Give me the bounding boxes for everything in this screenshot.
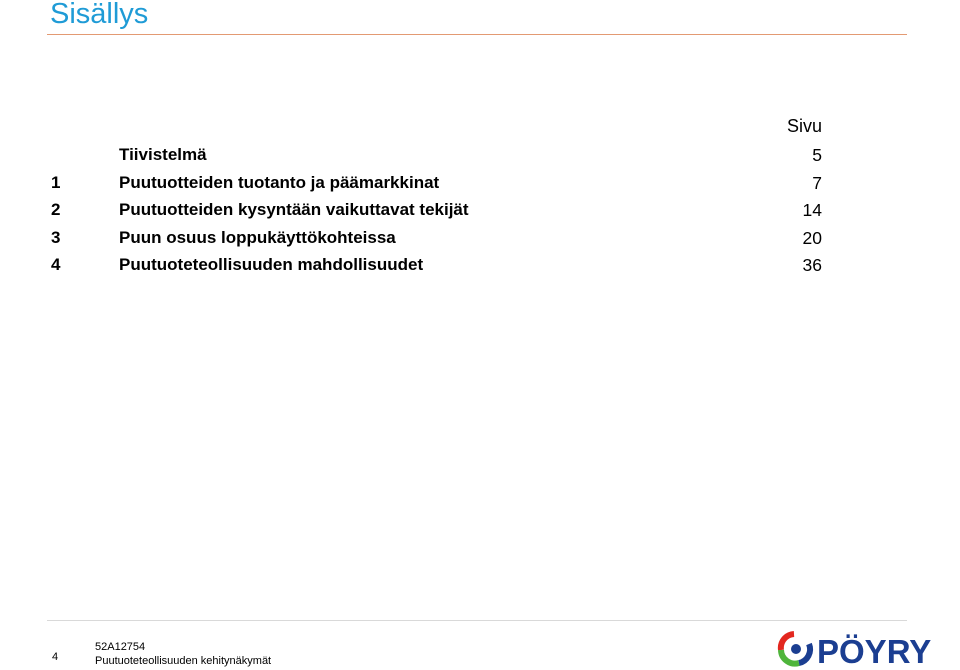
footer-divider bbox=[47, 620, 907, 621]
footer-document-info bbox=[95, 640, 271, 668]
toc-entry-label: Puutuotteiden kysyntään vaikuttavat tekijät bbox=[119, 200, 469, 219]
toc-entry[interactable] bbox=[0, 198, 960, 226]
page-title: Sisällys bbox=[50, 0, 149, 30]
poyry-logo-text: PÖYRY bbox=[817, 633, 932, 668]
page-column-header: Sivu bbox=[786, 116, 822, 136]
footer-page-number: 4 bbox=[52, 651, 59, 663]
toc-entry-number: 3 bbox=[51, 227, 61, 247]
toc-entry-page: 7 bbox=[812, 172, 822, 193]
toc-entry-number: 1 bbox=[51, 172, 61, 192]
toc-entry-label: Puutuoteteollisuuden mahdollisuudet bbox=[119, 255, 424, 274]
toc-entry-label: Puun osuus loppukäyttökohteissa bbox=[119, 227, 396, 247]
toc-entry-page: 20 bbox=[802, 227, 822, 248]
table-of-contents bbox=[0, 143, 960, 281]
toc-entry-page: 36 bbox=[802, 255, 822, 275]
poyry-logo bbox=[777, 630, 955, 668]
toc-entry-label: Puutuotteiden tuotanto ja päämarkkinat bbox=[119, 172, 440, 192]
toc-entry-page: 5 bbox=[812, 145, 822, 165]
toc-entry[interactable] bbox=[0, 253, 960, 281]
toc-entry-page: 14 bbox=[802, 200, 822, 220]
toc-entry[interactable] bbox=[0, 143, 960, 171]
title-divider bbox=[47, 34, 907, 35]
footer-doc-code: 52A12754 bbox=[95, 641, 146, 653]
toc-entry-number: 4 bbox=[51, 255, 61, 274]
poyry-emblem-icon bbox=[781, 634, 810, 664]
toc-entry[interactable] bbox=[0, 171, 960, 199]
toc-entry[interactable] bbox=[0, 226, 960, 254]
footer-doc-title: Puutuoteteollisuuden kehitynäkymät bbox=[95, 655, 272, 667]
toc-entry-number: 2 bbox=[51, 200, 61, 219]
toc-entry-label: Tiivistelmä bbox=[119, 145, 207, 164]
